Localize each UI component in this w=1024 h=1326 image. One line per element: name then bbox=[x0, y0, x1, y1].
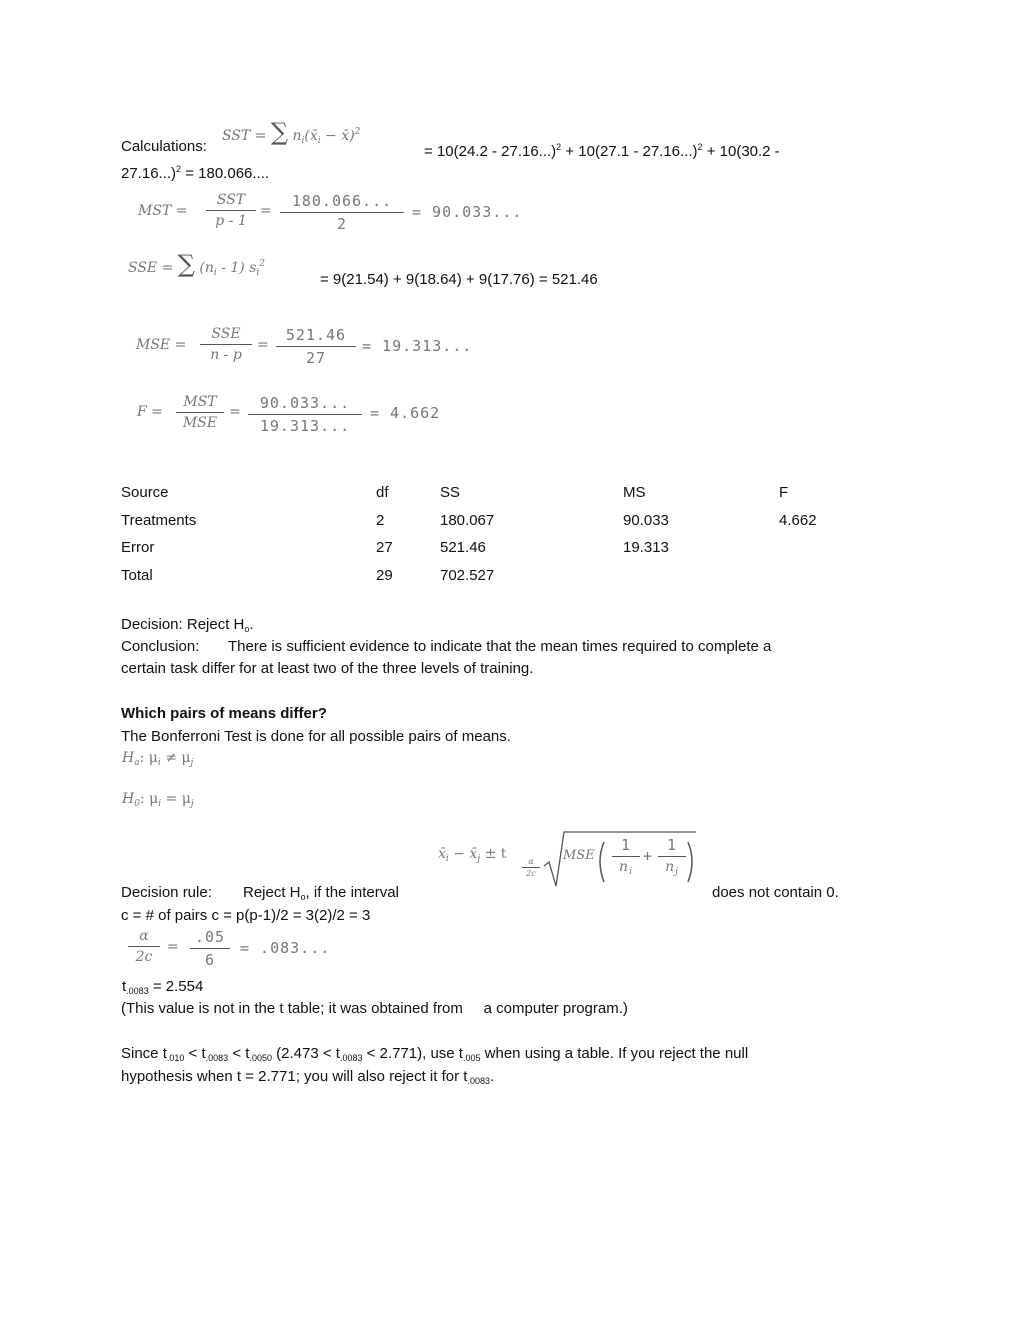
since-line1: Since $t_{.010} < t_{.0083} < t_{.0050}$ $(2.473 < t_{.0083} < 2.771)$, use $t_{.005}$ when using a table. If you reject the null bbox=[121, 1045, 749, 1063]
pairs-heading: Which pairs of means differ? bbox=[121, 705, 327, 722]
table-cell: 29 bbox=[376, 567, 393, 584]
table-header-source: Source bbox=[121, 484, 169, 501]
sse-result: = 9(21.54) + 9(18.64) + 9(17.76) = 521.46 bbox=[320, 271, 598, 288]
table-cell: Error bbox=[121, 539, 155, 556]
conclusion-label: Conclusion: bbox=[121, 638, 200, 655]
table-cell: Total bbox=[121, 567, 153, 584]
pairs-count: c = # of pairs c = p(p-1)/2 = 3(2)/2 = 3 bbox=[121, 907, 371, 924]
sst-result-line2: 27.16...)$^2$ = 180.066.... bbox=[121, 164, 270, 182]
sst-formula: SST = ∑ $n_i(x̄_i$ − x̄)$^2$ bbox=[222, 118, 361, 146]
pairs-intro: The Bonferroni Test is done for all possible pairs of means. bbox=[121, 728, 511, 745]
conclusion-line1: There is sufficient evidence to indicate that the mean times required to complete a bbox=[228, 638, 772, 655]
decision-rule-end: does not contain 0. bbox=[712, 884, 839, 901]
calculations-label: Calculations: bbox=[121, 138, 207, 155]
table-cell: 702.527 bbox=[440, 567, 495, 584]
table-header-ms: MS bbox=[623, 484, 646, 501]
table-header-f: F bbox=[779, 484, 789, 501]
table-cell: 27 bbox=[376, 539, 393, 556]
sse-formula: SSE = ∑ $(n_i - 1)$ $s_i^2$ bbox=[128, 250, 266, 278]
ha-hypothesis: $H_a$: $\mu_i \ne \mu_j$ bbox=[122, 750, 194, 768]
table-cell: 4.662 bbox=[779, 512, 817, 529]
t-value-note: (This value is not in the t table; it was obtained from a computer program.) bbox=[121, 1000, 628, 1017]
since-line2: hypothesis when t = 2.771; you will also reject it for $t_{.0083}$. bbox=[121, 1068, 495, 1086]
table-cell: 19.313 bbox=[623, 539, 669, 556]
decision-line: Decision: Reject $H_o$. bbox=[121, 616, 254, 634]
h0-hypothesis: $H_0$: $\mu_i = \mu_j$ bbox=[122, 791, 194, 809]
decision-rule-label: Decision rule: bbox=[121, 884, 212, 901]
conclusion-line2: certain task differ for at least two of the three levels of training. bbox=[121, 660, 534, 677]
table-cell: Treatments bbox=[121, 512, 197, 529]
table-cell: 2 bbox=[376, 512, 385, 529]
t-value: $t_{.0083} = 2.554$ bbox=[122, 978, 204, 996]
table-cell: 521.46 bbox=[440, 539, 486, 556]
sst-result-line1: = 10(24.2 - 27.16...)$^2$ + 10(27.1 - 27.16...)$^2$ + 10(30.2 - bbox=[424, 142, 780, 160]
table-header-ss: SS bbox=[440, 484, 461, 501]
decision-rule-text: Reject $H_o$, if the interval bbox=[243, 884, 399, 902]
table-cell: 180.067 bbox=[440, 512, 495, 529]
table-cell: 90.033 bbox=[623, 512, 669, 529]
table-header-df: df bbox=[376, 484, 389, 501]
